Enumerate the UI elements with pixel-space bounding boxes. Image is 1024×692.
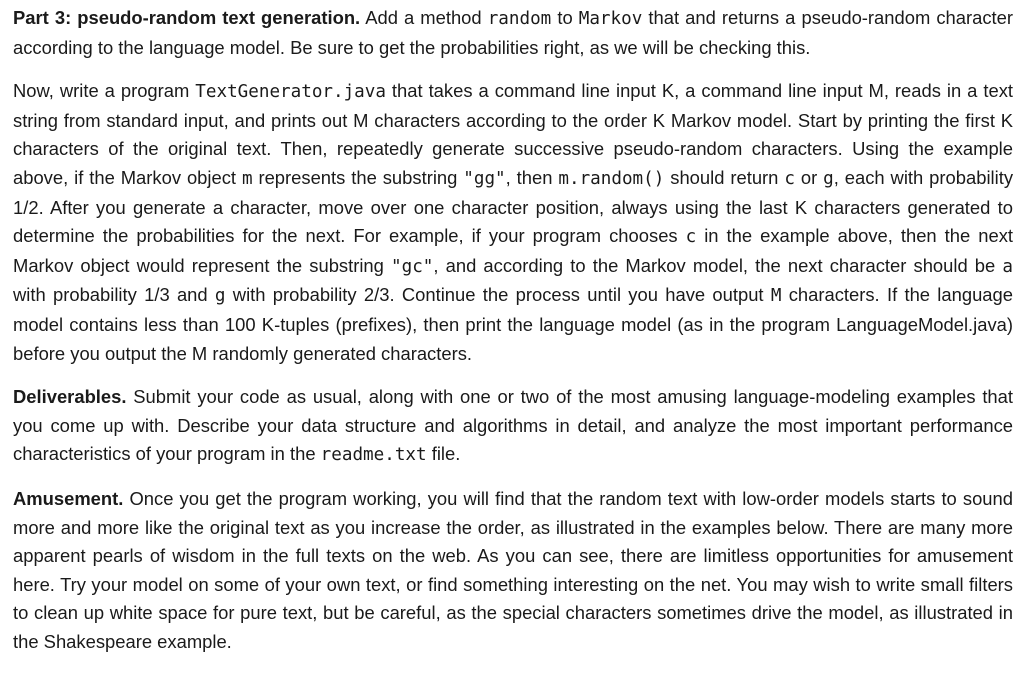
part3-paragraph: Part 3: pseudo-random text generation. Add a method random to Markov that and returns a pseudo-random character according to the language model. Be sure to get the probabilities right, as we will be checking this. [13,7,1014,58]
code-textgenerator: TextGenerator.java [195,82,386,103]
amusement-paragraph: Amusement. Once you get the program working, you will find that the random text with low-order models starts to sound more and more like the original text as you increase the order, as illustrated in the examples below. There are many more apparent pearls of wisdom in the full texts on the web. As you can see, there are limitless opportunities for amusement here. Try your model on some of your own text, or find something interesting on the net. You may wish to write small filters to clean up white space for pure text, but be careful, as the special characters sometimes drive the model, as illustrated in the Shakespeare example. [13,487,1013,652]
code-markov: Markov [578,9,643,29]
amusement-heading: Amusement. [13,487,124,509]
code-gc: "gc" [391,256,434,277]
code-readme: readme.txt [320,445,427,466]
code-c-choice: c [685,227,697,248]
code-a: a [1002,256,1013,277]
code-random: random [487,9,552,29]
part3-heading: Part 3: pseudo-random text generation. [13,7,361,28]
textgenerator-paragraph: Now, write a program TextGenerator.java that takes a command line input K, a command line input M, reads in a text string from standard input, and prints out M characters according to the order K Markov model. Start by printing the first K characters of the original text. Then, repeatedly generate successive pseudo-random characters. Using the example above, if the Markov object m represents the substring "gg", then m.random() should return c or g, each with probability 1/2. After you generate a character, move over one character position, always using the last K characters generated to determine the probabilities for the next. For example, if your program chooses c in the example above, then the next Markov object would represent the substring "gc", and according to the Markov model, the next character should be a with probability 1/3 and g with probability 2/3. Continue the process until you have output M characters. If the language model contains less than 100 K-tuples (prefixes), then print the language model (as in the program LanguageModel.java) before you output the M randomly generated characters. [13,80,1014,364]
code-gg: "gg" [463,168,506,189]
code-M: M [770,286,782,307]
code-g: g [823,168,834,189]
code-c: c [784,168,795,189]
code-m-random: m.random() [558,168,665,189]
deliverables-heading: Deliverables. [13,386,127,408]
code-g2: g [214,286,226,307]
code-m: m [241,168,253,189]
deliverables-paragraph: Deliverables. Submit your code as usual, along with one or two of the most amusing language-modeling examples that you come up with. Describe your data structure and algorithms in detail, and analyze the most important performance characteristics of your program in the readme.txt file. [13,386,1013,466]
